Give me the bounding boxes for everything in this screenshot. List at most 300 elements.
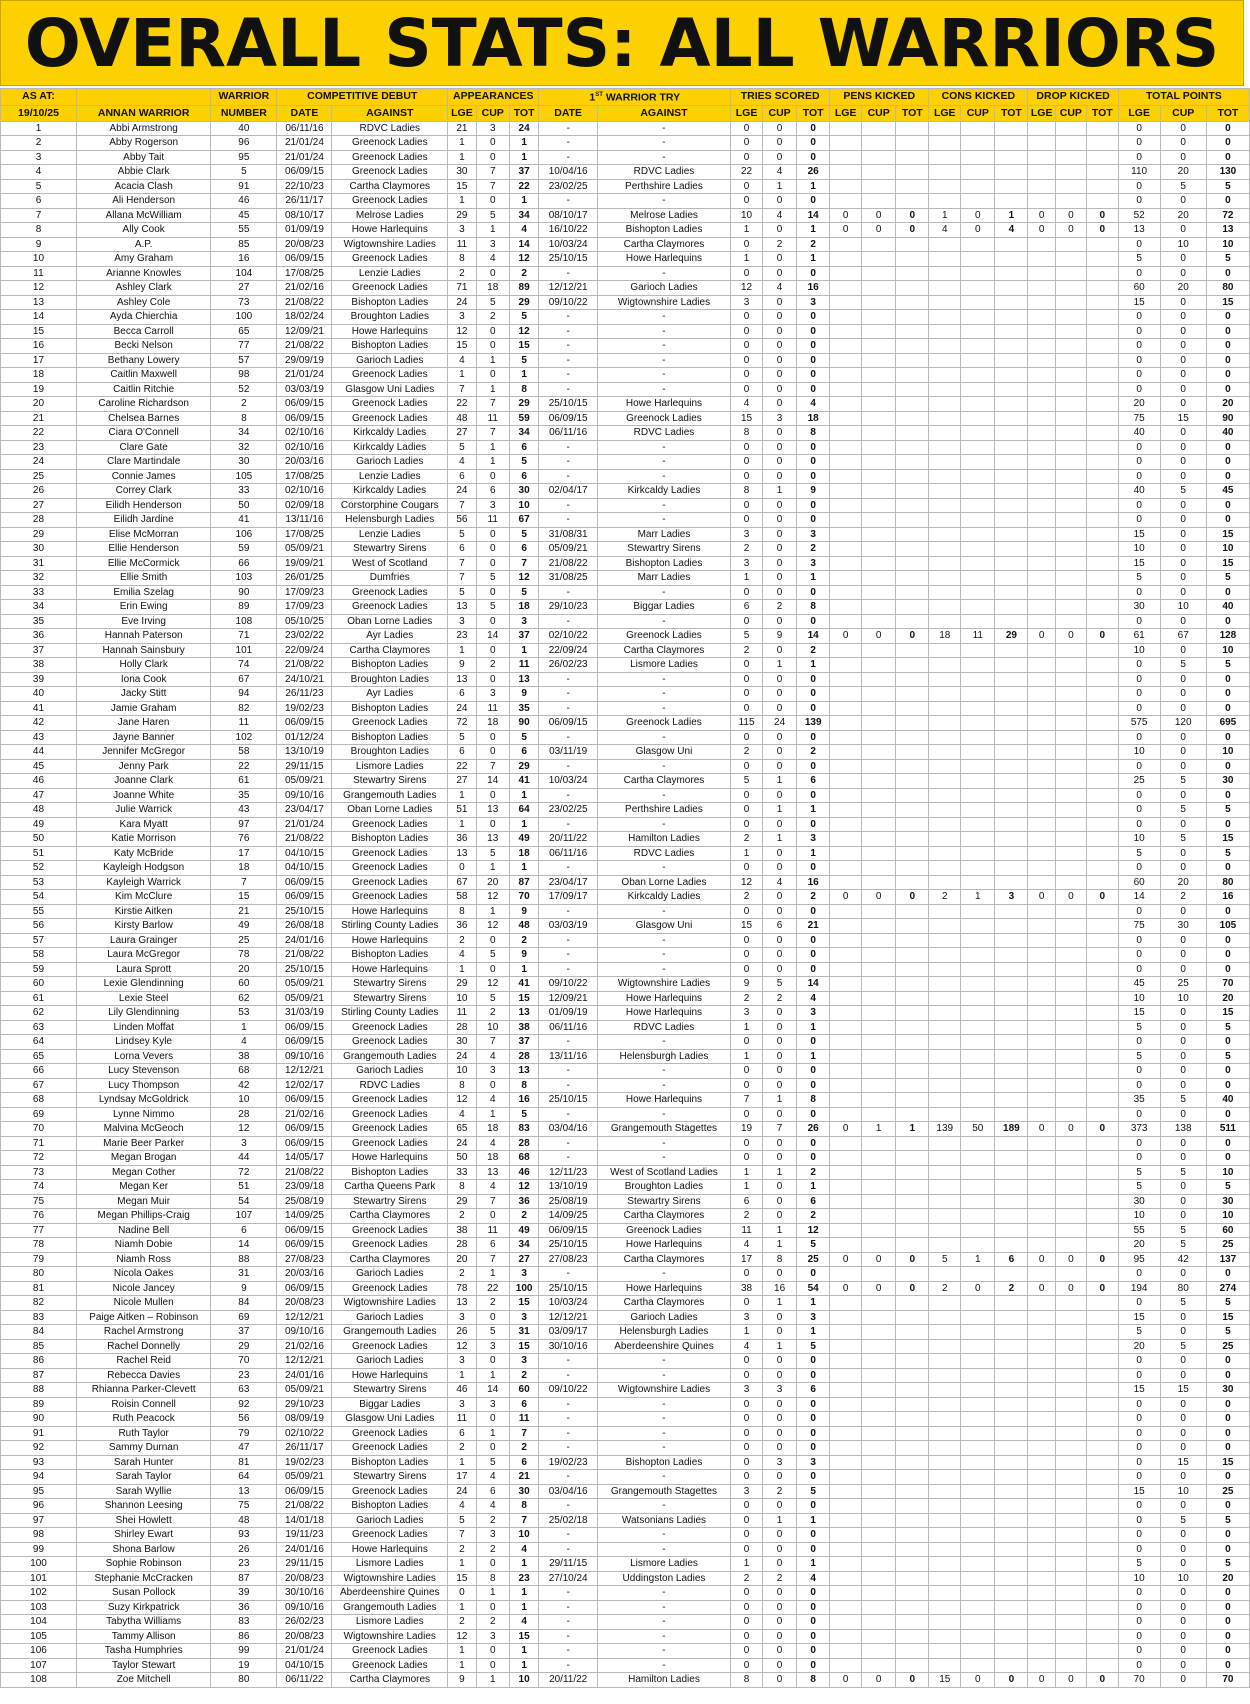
drops-cup-cell (1055, 861, 1086, 876)
tries-lge-cell: 1 (731, 1020, 763, 1035)
cons-lge-cell (929, 1078, 961, 1093)
apps-lge-cell: 1 (448, 194, 477, 209)
apps-tot-cell: 27 (509, 1252, 539, 1267)
drops-cup-cell (1055, 1557, 1086, 1572)
pens-lge-cell (830, 1513, 862, 1528)
points-cup-cell: 0 (1160, 1426, 1206, 1441)
points-tot-cell: 15 (1206, 1455, 1249, 1470)
table-row (1, 1368, 1250, 1383)
warrior-name-cell: Shannon Leesing (76, 1499, 210, 1514)
debut-against-cell: Bishopton Ladies (332, 1499, 448, 1514)
pens-cup-cell (862, 1455, 896, 1470)
cons-cup-cell (961, 861, 995, 876)
tries-cup-cell: 3 (763, 1455, 797, 1470)
debut-date-cell: 30/10/16 (277, 1586, 332, 1601)
warrior-number-cell: 34 (211, 426, 277, 441)
tries-lge-cell: 0 (731, 136, 763, 151)
drops-lge-cell (1028, 1615, 1056, 1630)
warrior-number-cell: 9 (211, 1281, 277, 1296)
points-lge-cell: 0 (1118, 1528, 1160, 1543)
first-try-date-cell: 13/10/19 (539, 1180, 597, 1195)
drops-lge-cell (1028, 121, 1056, 136)
points-lge-cell: 10 (1118, 832, 1160, 847)
apps-cup-cell: 14 (476, 629, 509, 644)
drops-tot-cell (1086, 658, 1118, 673)
warrior-number-cell: 43 (211, 803, 277, 818)
tries-tot-cell: 0 (797, 440, 830, 455)
first-try-against-cell: Wigtownshire Ladies (597, 295, 730, 310)
cons-tot-cell (995, 542, 1028, 557)
drops-lge-cell (1028, 455, 1056, 470)
tries-cup-cell: 1 (763, 1093, 797, 1108)
points-tot-cell: 0 (1206, 962, 1249, 977)
tries-cup-cell: 2 (763, 1484, 797, 1499)
points-tot-cell: 0 (1206, 730, 1249, 745)
cons-lge-cell (929, 1600, 961, 1615)
debut-against-cell: RDVC Ladies (332, 121, 448, 136)
tries-tot-cell: 0 (797, 904, 830, 919)
cons-cup-cell (961, 1644, 995, 1659)
debut-against-cell: Howe Harlequins (332, 1368, 448, 1383)
apps-lge-cell: 3 (448, 223, 477, 238)
table-row (1, 1267, 1250, 1282)
drops-tot-cell (1086, 1035, 1118, 1050)
points-lge-cell: 0 (1118, 904, 1160, 919)
apps-lge-cell: 29 (448, 1194, 477, 1209)
drops-cup-cell (1055, 527, 1086, 542)
first-try-against-cell: - (597, 121, 730, 136)
tries-tot-cell: 0 (797, 1107, 830, 1122)
points-tot-cell: 15 (1206, 1006, 1249, 1021)
tries-lge-cell: 7 (731, 1093, 763, 1108)
debut-against-cell: Stewartry Sirens (332, 774, 448, 789)
row-index-cell: 48 (1, 803, 77, 818)
apps-lge-cell: 2 (448, 1209, 477, 1224)
pens-lge-cell (830, 542, 862, 557)
cons-tot-cell (995, 382, 1028, 397)
tries-tot-cell: 2 (797, 643, 830, 658)
points-lge-cell: 0 (1118, 382, 1160, 397)
first-try-against-cell: - (597, 1064, 730, 1079)
tries-lge-cell: 2 (731, 643, 763, 658)
tries-lge-cell: 22 (731, 165, 763, 180)
debut-date-cell: 21/02/16 (277, 1107, 332, 1122)
cons-lge-cell (929, 1586, 961, 1601)
pens-cup-cell (862, 1223, 896, 1238)
points-tot-cell: 0 (1206, 1078, 1249, 1093)
warrior-name-cell: Katie Morrison (76, 832, 210, 847)
debut-date-cell: 19/09/21 (277, 556, 332, 571)
pens-tot-cell (896, 281, 929, 296)
drops-lge-cell (1028, 1513, 1056, 1528)
tries-tot-cell: 0 (797, 962, 830, 977)
apps-cup-cell: 0 (476, 1078, 509, 1093)
row-index-cell: 33 (1, 585, 77, 600)
drops-tot-cell (1086, 571, 1118, 586)
tries-header: TRIES SCORED (731, 89, 830, 106)
table-row (1, 484, 1250, 499)
drops-lge-cell (1028, 1093, 1056, 1108)
tries-cup-cell: 2 (763, 991, 797, 1006)
tries-tot-cell: 3 (797, 295, 830, 310)
warrior-number-cell: 44 (211, 1151, 277, 1166)
warrior-name-cell: Abbi Armstrong (76, 121, 210, 136)
warrior-name-cell: Laura Sprott (76, 962, 210, 977)
first-try-against-cell: - (597, 962, 730, 977)
pens-lge-cell (830, 324, 862, 339)
cons-cup-cell (961, 1006, 995, 1021)
pens-cup-cell (862, 1078, 896, 1093)
drops-tot-cell (1086, 614, 1118, 629)
pens-lge-cell (830, 1455, 862, 1470)
cons-lge-cell (929, 730, 961, 745)
points-lge-cell: 0 (1118, 194, 1160, 209)
row-index-cell: 4 (1, 165, 77, 180)
cons-cup-cell (961, 759, 995, 774)
pens-lge-cell (830, 1542, 862, 1557)
table-row (1, 1644, 1250, 1659)
points-lge-cell: 10 (1118, 1209, 1160, 1224)
drops-tot-cell (1086, 179, 1118, 194)
apps-cup-cell: 0 (476, 556, 509, 571)
debut-against-cell: Bishopton Ladies (332, 832, 448, 847)
first-try-date-cell: - (539, 1151, 597, 1166)
table-row (1, 1470, 1250, 1485)
apps-cup-cell: 0 (476, 1600, 509, 1615)
cons-tot-cell: 0 (995, 1673, 1028, 1688)
cons-cup-cell (961, 585, 995, 600)
cons-lge-cell (929, 716, 961, 731)
debut-against-cell: Greenock Ladies (332, 1238, 448, 1253)
apps-cup-cell: 20 (476, 875, 509, 890)
tries-tot-cell: 0 (797, 672, 830, 687)
points-cup-cell: 0 (1160, 1064, 1206, 1079)
cons-lge-cell (929, 1136, 961, 1151)
cons-cup-header: CUP (961, 105, 995, 121)
cons-lge-cell (929, 788, 961, 803)
pens-cup-cell (862, 919, 896, 934)
tries-cup-cell: 0 (763, 585, 797, 600)
drops-cup-cell (1055, 121, 1086, 136)
table-row (1, 1020, 1250, 1035)
pens-lge-cell (830, 527, 862, 542)
points-lge-cell: 5 (1118, 1165, 1160, 1180)
debut-against-cell: Howe Harlequins (332, 223, 448, 238)
points-cup-cell: 0 (1160, 585, 1206, 600)
tries-tot-cell: 0 (797, 730, 830, 745)
pens-lge-cell (830, 817, 862, 832)
tries-tot-cell: 0 (797, 368, 830, 383)
tries-tot-cell: 0 (797, 1644, 830, 1659)
tries-cup-cell: 0 (763, 1673, 797, 1688)
points-cup-cell: 0 (1160, 266, 1206, 281)
pens-tot-cell (896, 846, 929, 861)
warrior-name-cell: Rachel Armstrong (76, 1325, 210, 1340)
warrior-number-cell: 76 (211, 832, 277, 847)
points-tot-cell: 0 (1206, 1151, 1249, 1166)
pens-cup-cell (862, 121, 896, 136)
debut-date-cell: 25/10/15 (277, 904, 332, 919)
cons-cup-cell: 50 (961, 1122, 995, 1137)
apps-tot-cell: 2 (509, 933, 539, 948)
pens-tot-cell: 0 (896, 629, 929, 644)
tries-lge-cell: 0 (731, 585, 763, 600)
row-index-cell: 65 (1, 1049, 77, 1064)
table-row (1, 498, 1250, 513)
cons-lge-cell (929, 1499, 961, 1514)
cons-cup-cell (961, 774, 995, 789)
drops-tot-cell (1086, 440, 1118, 455)
debut-date-cell: 17/08/25 (277, 266, 332, 281)
cons-tot-cell (995, 774, 1028, 789)
first-try-against-cell: - (597, 585, 730, 600)
debut-against-cell: Stirling County Ladies (332, 919, 448, 934)
apps-lge-cell: 1 (448, 1557, 477, 1572)
points-cup-cell: 0 (1160, 1006, 1206, 1021)
pens-lge-cell (830, 1629, 862, 1644)
pens-cup-cell (862, 1006, 896, 1021)
apps-lge-cell: 23 (448, 629, 477, 644)
debut-against-cell: Cartha Claymores (332, 1252, 448, 1267)
pens-cup-cell (862, 672, 896, 687)
warrior-number-cell: 52 (211, 382, 277, 397)
cons-cup-cell (961, 1296, 995, 1311)
warrior-number-cell: 106 (211, 527, 277, 542)
tries-cup-cell: 0 (763, 1049, 797, 1064)
warrior-number-cell: 101 (211, 643, 277, 658)
drops-tot-cell (1086, 759, 1118, 774)
table-row (1, 1571, 1250, 1586)
drops-lge-cell (1028, 701, 1056, 716)
apps-lge-cell: 2 (448, 266, 477, 281)
points-tot-cell: 0 (1206, 948, 1249, 963)
drops-lge-cell (1028, 1223, 1056, 1238)
pens-tot-cell (896, 426, 929, 441)
cons-tot-cell: 4 (995, 223, 1028, 238)
points-lge-cell: 15 (1118, 295, 1160, 310)
warrior-number-cell: 97 (211, 817, 277, 832)
drops-lge-cell (1028, 904, 1056, 919)
debut-against-cell: Greenock Ladies (332, 368, 448, 383)
cons-cup-cell (961, 875, 995, 890)
debut-date-cell: 02/10/16 (277, 440, 332, 455)
cons-cup-cell (961, 991, 995, 1006)
cons-tot-cell (995, 136, 1028, 151)
tries-tot-cell: 0 (797, 1658, 830, 1673)
pens-lge-cell (830, 1035, 862, 1050)
row-index-cell: 44 (1, 745, 77, 760)
row-index-cell: 40 (1, 687, 77, 702)
cons-lge-cell (929, 1354, 961, 1369)
cons-lge-cell (929, 1296, 961, 1311)
tries-cup-cell: 0 (763, 1194, 797, 1209)
drops-lge-cell (1028, 672, 1056, 687)
pens-cup-cell (862, 484, 896, 499)
first-try-against-cell: Hamilton Ladies (597, 832, 730, 847)
row-index-cell: 41 (1, 701, 77, 716)
points-lge-cell: 0 (1118, 1455, 1160, 1470)
debut-against-header: AGAINST (332, 105, 448, 121)
drops-tot-cell: 0 (1086, 629, 1118, 644)
tries-tot-cell: 0 (797, 455, 830, 470)
debut-date-cell: 20/03/16 (277, 455, 332, 470)
debut-date-cell: 14/05/17 (277, 1151, 332, 1166)
cons-lge-cell (929, 687, 961, 702)
drops-tot-cell (1086, 1629, 1118, 1644)
tries-tot-cell: 8 (797, 1673, 830, 1688)
apps-cup-cell: 6 (476, 1484, 509, 1499)
cons-tot-cell (995, 1629, 1028, 1644)
points-tot-cell: 0 (1206, 904, 1249, 919)
row-index-cell: 19 (1, 382, 77, 397)
drops-cup-cell: 0 (1055, 629, 1086, 644)
pens-cup-cell (862, 411, 896, 426)
cons-lge-cell (929, 542, 961, 557)
pens-cup-cell (862, 1325, 896, 1340)
tries-lge-cell: 2 (731, 745, 763, 760)
cons-cup-cell (961, 1426, 995, 1441)
drops-cup-cell (1055, 469, 1086, 484)
cons-cup-cell (961, 1383, 995, 1398)
pens-lge-cell (830, 440, 862, 455)
drops-tot-cell (1086, 1325, 1118, 1340)
drops-lge-cell (1028, 1165, 1056, 1180)
table-row (1, 788, 1250, 803)
first-try-date-cell: 10/04/16 (539, 165, 597, 180)
first-try-date-cell: - (539, 701, 597, 716)
cons-cup-cell (961, 1325, 995, 1340)
drops-lge-cell (1028, 875, 1056, 890)
drops-tot-cell (1086, 832, 1118, 847)
cons-tot-cell (995, 585, 1028, 600)
first-try-date-cell: - (539, 1136, 597, 1151)
warrior-name-cell: Becca Carroll (76, 324, 210, 339)
cons-tot-cell (995, 440, 1028, 455)
cons-cup-cell (961, 1571, 995, 1586)
apps-lge-cell: 1 (448, 788, 477, 803)
cons-cup-cell (961, 1151, 995, 1166)
cons-tot-cell: 189 (995, 1122, 1028, 1137)
pens-lge-cell (830, 730, 862, 745)
apps-cup-cell: 4 (476, 1093, 509, 1108)
pens-tot-cell (896, 1571, 929, 1586)
warrior-name-cell: Lyndsay McGoldrick (76, 1093, 210, 1108)
debut-date-cell: 23/02/22 (277, 629, 332, 644)
debut-against-cell: Stirling County Ladies (332, 1006, 448, 1021)
points-lge-cell: 0 (1118, 1441, 1160, 1456)
apps-tot-cell: 1 (509, 136, 539, 151)
pens-cup-cell (862, 237, 896, 252)
cons-lge-cell (929, 1093, 961, 1108)
points-tot-cell: 15 (1206, 295, 1249, 310)
pens-lge-cell (830, 136, 862, 151)
pens-lge-cell (830, 1093, 862, 1108)
points-cup-cell: 0 (1160, 455, 1206, 470)
cons-lge-cell (929, 933, 961, 948)
apps-cup-cell: 3 (476, 1629, 509, 1644)
points-tot-cell: 511 (1206, 1122, 1249, 1137)
points-tot-cell: 5 (1206, 1180, 1249, 1195)
apps-tot-cell: 5 (509, 353, 539, 368)
pens-lge-cell (830, 1426, 862, 1441)
pens-tot-cell (896, 1383, 929, 1398)
pens-lge-cell (830, 759, 862, 774)
pens-tot-cell (896, 701, 929, 716)
warrior-name-cell: Iona Cook (76, 672, 210, 687)
apps-lge-cell: 2 (448, 933, 477, 948)
drops-tot-cell (1086, 1151, 1118, 1166)
first-try-date-cell: - (539, 1586, 597, 1601)
first-try-against-cell: Helensburgh Ladies (597, 1049, 730, 1064)
debut-date-cell: 06/09/15 (277, 1035, 332, 1050)
apps-lge-cell: 12 (448, 1093, 477, 1108)
tries-cup-cell: 0 (763, 890, 797, 905)
pens-lge-cell (830, 556, 862, 571)
apps-cup-cell: 0 (476, 614, 509, 629)
apps-tot-cell: 38 (509, 1020, 539, 1035)
warrior-number-cell: 4 (211, 1035, 277, 1050)
table-row (1, 1658, 1250, 1673)
points-lge-cell: 0 (1118, 339, 1160, 354)
apps-lge-cell: 5 (448, 585, 477, 600)
apps-lge-cell: 27 (448, 426, 477, 441)
pens-cup-cell (862, 1194, 896, 1209)
debut-against-cell: Greenock Ladies (332, 1107, 448, 1122)
apps-lge-cell: 3 (448, 1397, 477, 1412)
cons-lge-cell (929, 672, 961, 687)
table-row (1, 948, 1250, 963)
points-cup-cell: 20 (1160, 875, 1206, 890)
cons-cup-cell (961, 1513, 995, 1528)
debut-date-cell: 02/09/18 (277, 498, 332, 513)
apps-tot-cell: 1 (509, 1600, 539, 1615)
pens-tot-cell (896, 730, 929, 745)
pens-cup-cell (862, 730, 896, 745)
points-tot-cell: 5 (1206, 252, 1249, 267)
cons-tot-cell (995, 977, 1028, 992)
warrior-name-cell: Chelsea Barnes (76, 411, 210, 426)
drops-tot-cell (1086, 1397, 1118, 1412)
first-try-date-cell: - (539, 861, 597, 876)
tries-lge-cell: 0 (731, 1136, 763, 1151)
drops-tot-cell: 0 (1086, 1122, 1118, 1137)
drops-tot-cell (1086, 1064, 1118, 1079)
points-tot-cell: 137 (1206, 1252, 1249, 1267)
tries-tot-cell: 0 (797, 1136, 830, 1151)
drops-cup-cell (1055, 397, 1086, 412)
tries-lge-cell: 0 (731, 933, 763, 948)
cons-tot-cell (995, 1325, 1028, 1340)
cons-lge-cell (929, 1484, 961, 1499)
row-index-cell: 39 (1, 672, 77, 687)
pens-cup-cell: 1 (862, 1122, 896, 1137)
apps-cup-cell: 18 (476, 716, 509, 731)
pens-cup-cell: 0 (862, 223, 896, 238)
cons-cup-cell (961, 1397, 995, 1412)
points-lge-cell: 52 (1118, 208, 1160, 223)
apps-tot-cell: 3 (509, 614, 539, 629)
drops-cup-cell (1055, 324, 1086, 339)
cons-lge-header: LGE (929, 105, 961, 121)
apps-cup-cell: 1 (476, 1673, 509, 1688)
pens-lge-cell (830, 1107, 862, 1122)
pens-lge-cell (830, 121, 862, 136)
pens-cup-cell (862, 295, 896, 310)
drops-tot-cell (1086, 1107, 1118, 1122)
points-tot-cell: 13 (1206, 223, 1249, 238)
first-try-against-cell: - (597, 730, 730, 745)
points-cup-cell: 138 (1160, 1122, 1206, 1137)
